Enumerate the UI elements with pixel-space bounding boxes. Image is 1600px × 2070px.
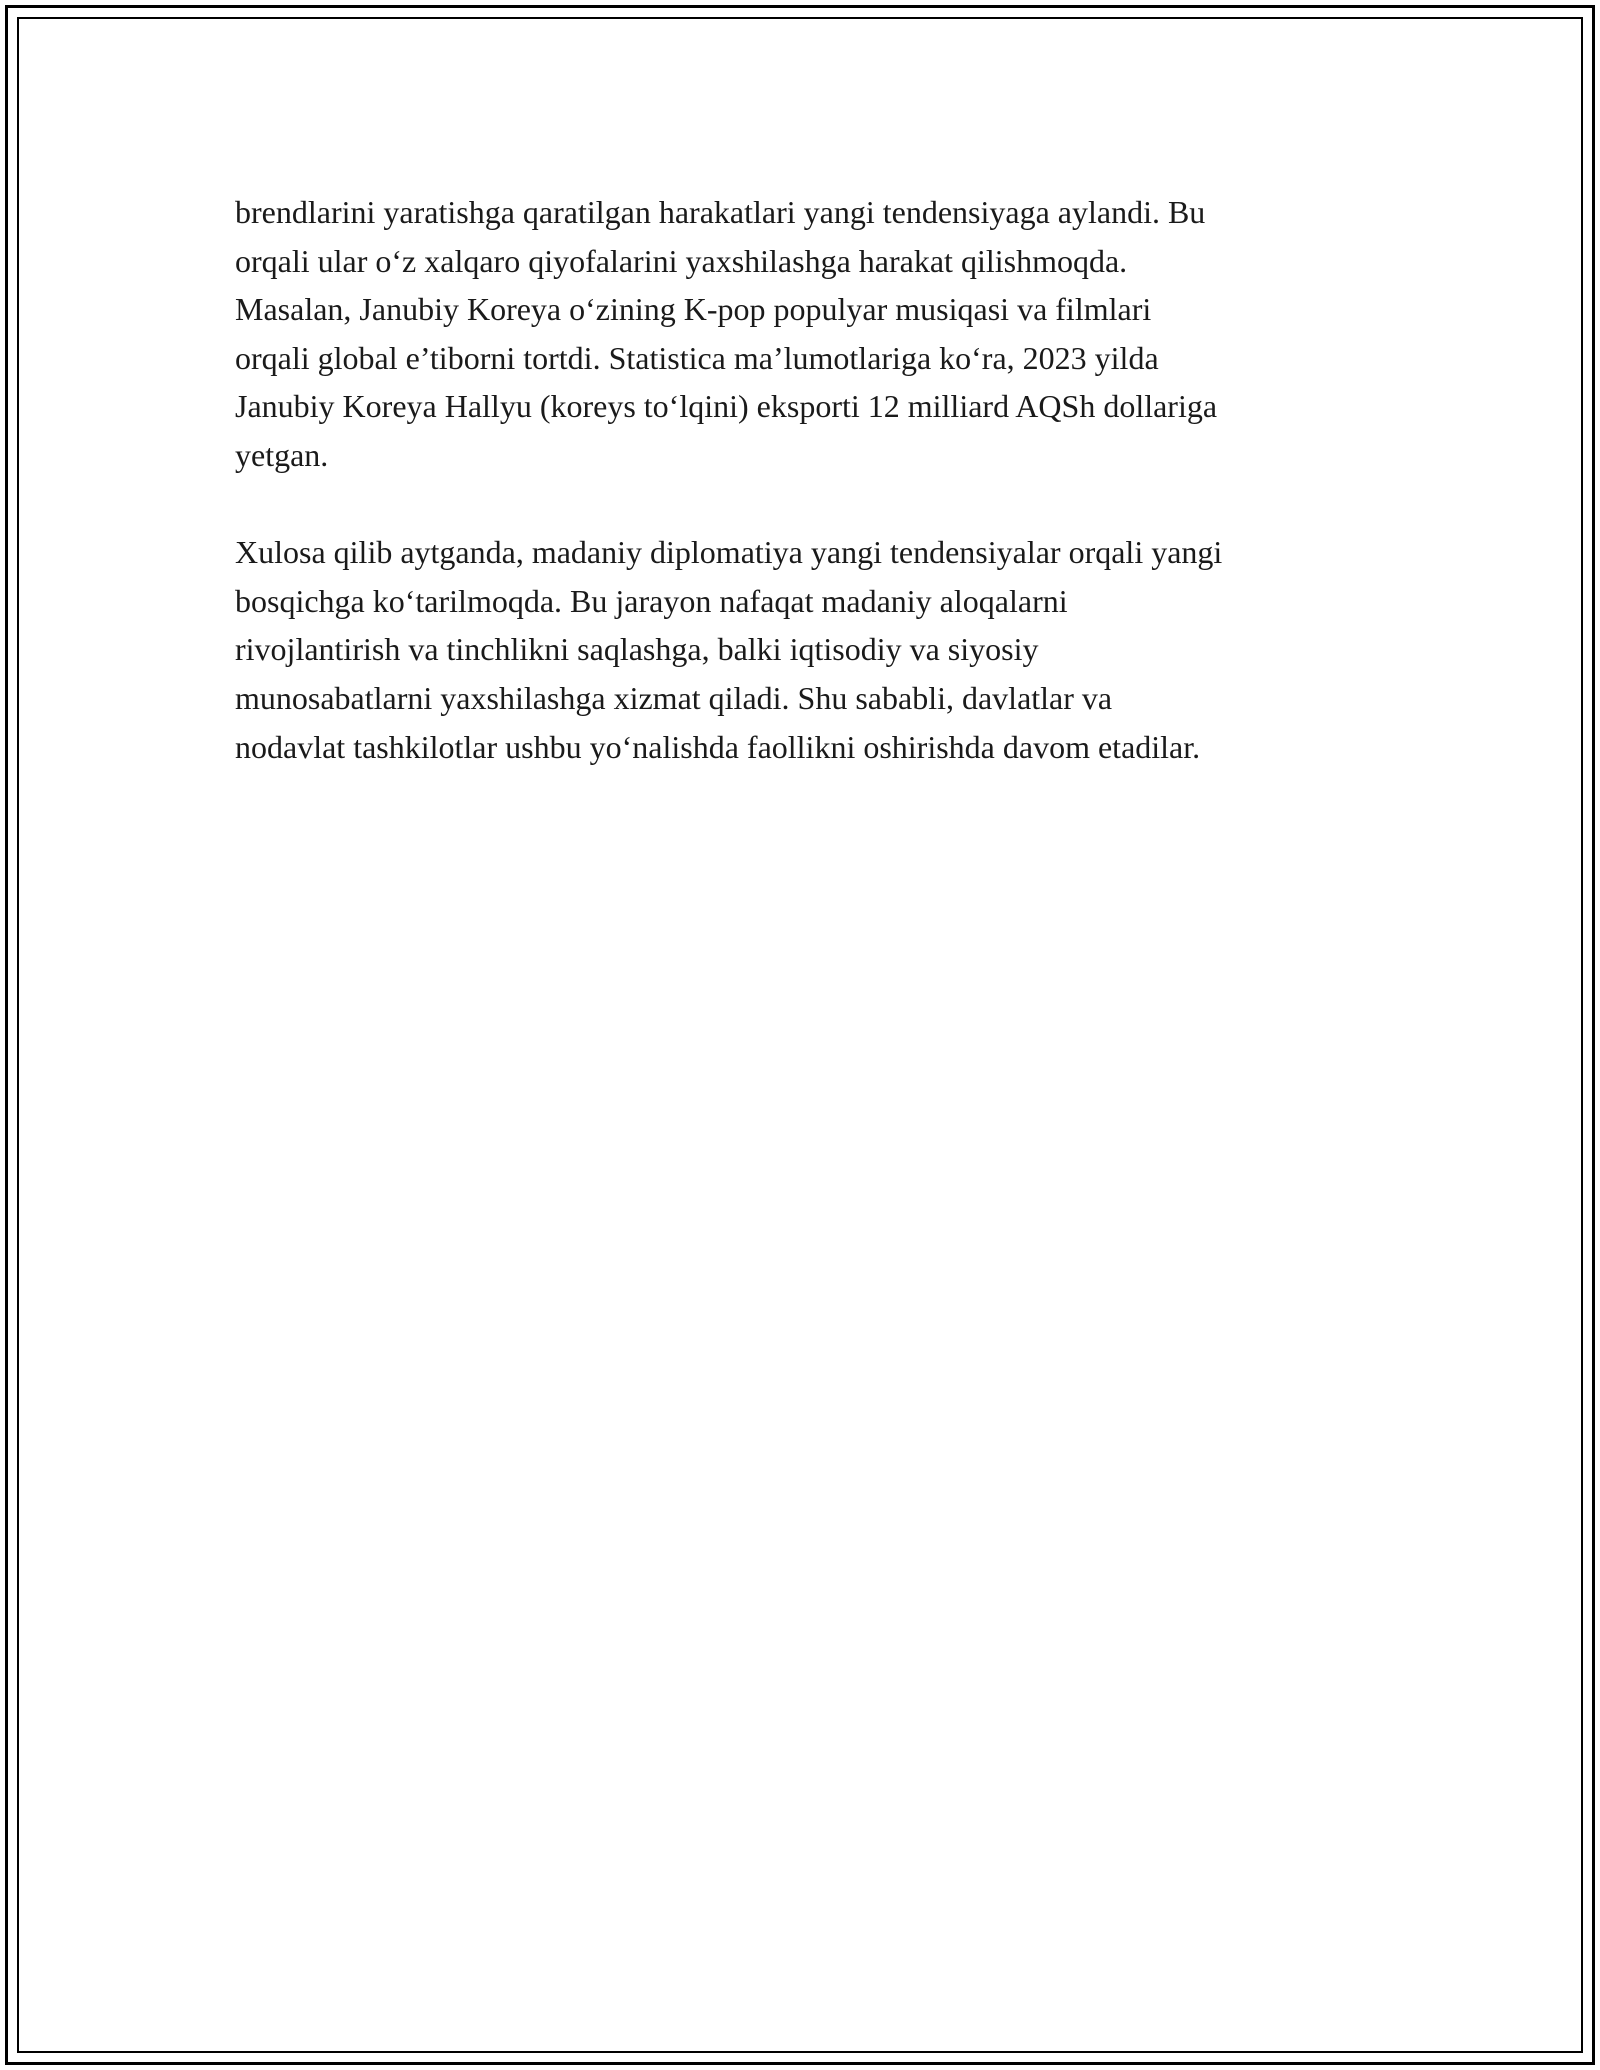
- text-line: orqali global e’tiborni tortdi. Statistica ma’lumotlariga ko‘ra, 2023 yilda: [235, 339, 1159, 376]
- text-line: Janubiy Koreya Hallyu (koreys to‘lqini) eksporti 12 milliard AQSh dollariga: [235, 388, 1218, 425]
- paragraph-conclusion: [235, 528, 1380, 771]
- text-line: nodavlat tashkilotlar ushbu yo‘nalishda faollikni oshirishda davom etadilar.: [235, 728, 1201, 765]
- document-body: [235, 188, 1380, 820]
- text-line: Xulosa qilib aytganda, madaniy diplomatiya yangi tendensiyalar orqali yangi: [235, 534, 1223, 571]
- text-line: yetgan.: [235, 436, 329, 473]
- text-line: Masalan, Janubiy Koreya o‘zining K-pop populyar musiqasi va filmlari: [235, 291, 1152, 328]
- text-line: rivojlantirish va tinchlikni saqlashga, balki iqtisodiy va siyosiy: [235, 631, 1039, 668]
- text-line: brendlarini yaratishga qaratilgan harakatlari yangi tendensiyaga aylandi. Bu: [235, 194, 1206, 230]
- text-line: bosqichga ko‘tarilmoqda. Bu jarayon nafaqat madaniy aloqalarni: [235, 582, 1068, 619]
- paragraph-hallyu: [235, 188, 1380, 480]
- text-line: orqali ular o‘z xalqaro qiyofalarini yaxshilashga harakat qilishmoqda.: [235, 242, 1128, 279]
- text-line: munosabatlarni yaxshilashga xizmat qiladi. Shu sababli, davlatlar va: [235, 679, 1113, 716]
